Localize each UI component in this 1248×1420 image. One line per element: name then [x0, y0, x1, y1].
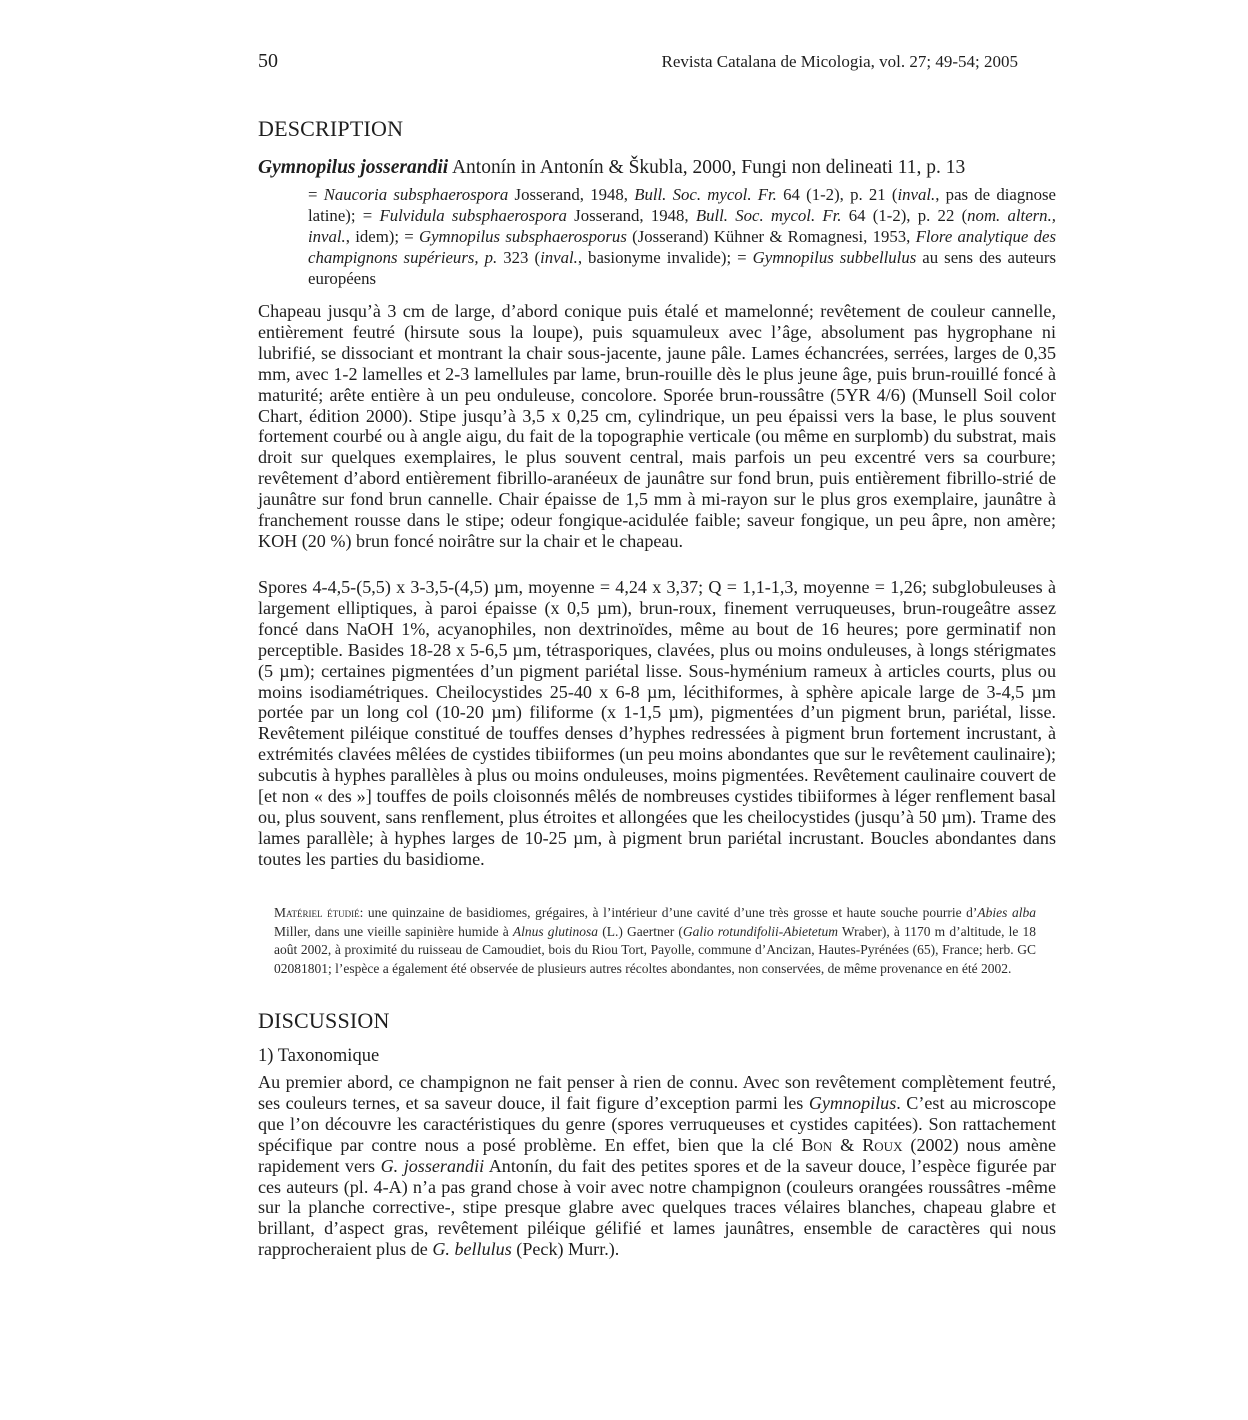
synonym-text: =	[308, 185, 324, 204]
synonym-text: 64 (1-2), p. 21 (	[776, 185, 898, 204]
taxon-name: Gymnopilus josserandii	[258, 157, 449, 178]
taxon-heading	[258, 156, 1056, 180]
genus-name: Gymnopilus	[808, 1092, 897, 1113]
material-species: Abies alba	[977, 905, 1036, 920]
synonym-text: Josserand, 1948,	[566, 206, 696, 225]
synonym-status: nom. altern., inval.	[308, 206, 1056, 246]
running-head: Revista Catalana de Micologia, vol. 27; 49-54; 2005	[661, 52, 1018, 71]
discussion-text: . C’est au microscope que l’on découvre les caractéristiques du genre (spores verruqueuses et cystides capitées). Son rattachement spécifique par contre nous a posé problème. En effet, bien que la clé	[258, 1092, 1056, 1155]
material-text: Miller, dans une vieille sapinière humide à	[274, 923, 513, 939]
page-header	[258, 50, 1018, 78]
synonym-text: (Josserand) Kühner & Romagnesi, 1953,	[626, 227, 916, 246]
discussion-text: Au premier abord, ce champignon ne fait penser à rien de connu. Avec son revêtement complètement feutré, ses couleurs ternes, et sa saveur douce, il fait figure d’exception parmi les	[258, 1072, 1056, 1113]
synonym-text: , pas de diagnose latine); =	[308, 185, 1056, 225]
material-association: Galio rotundifolii-Abietetum	[682, 923, 838, 939]
discussion-text: &	[832, 1134, 863, 1155]
page-number: 50	[258, 50, 278, 72]
description-paragraph-macro: Chapeau jusqu’à 3 cm de large, d’abord conique puis étalé et mamelonné; revêtement de couleur cannelle, entièrement feutré (hirsute sous la loupe), puis squamuleux avec l’âge, absolument pas hygrophane ni lubrifié, se dissociant et montrant la chair sous-jacente, jaune pâle. Lames échancrées, serrées, larges de 0,35 mm, avec 1-2 lamelles et 2-3 lamellules par lame, brun-rouille dès le plus jeune âge, puis brun-rouillé foncé à maturité; arête entière à un peu onduleuse, concolore. Sporée brun-roussâtre (5YR 4/6) (Munsell Soil color Chart, édition 2000). Stipe jusqu’à 3,5 x 0,25 cm, cylindrique, un peu épaissi vers la base, le plus souvent fortement courbé ou à angle aigu, du fait de la topographie verticale (ou même en surplomb) du substrat, mais droit sur quelques exemplaires, le plus souvent central, mais parfois un peu excentré vers sa courbure; revêtement d’abord entièrement fibrillo-aranéeux de jaunâtre sur fond brun, puis entièrement fibrillo-strié de jaunâtre sur fond brun cannelle. Chair épaisse de 1,5 mm à mi-rayon sur le plus gros exemplaire, jaunâtre à franchement rousse dans le stipe; odeur fongique-acidulée faible; saveur fongique, un peu âpre, non amère; KOH (20 %) brun foncé noirâtre sur la chair et le chapeau.	[258, 301, 1056, 551]
discussion-paragraph	[258, 1072, 1056, 1260]
synonym-name: Gymnopilus subbellulus	[752, 248, 917, 267]
species-name: G. josserandii	[380, 1155, 485, 1176]
synonym-text: au sens des auteurs européens	[308, 248, 1056, 288]
synonym-text: , basionyme invalide); =	[577, 248, 753, 267]
synonymy	[308, 184, 1056, 289]
synonym-name: Gymnopilus subsphaerosporus	[418, 227, 627, 246]
discussion-heading: DISCUSSION	[258, 1008, 390, 1033]
synonym-journal: Bull. Soc. mycol. Fr.	[695, 206, 842, 225]
description-paragraph-micro: Spores 4-4,5-(5,5) x 3-3,5-(4,5) µm, moyenne = 4,24 x 3,37; Q = 1,1-1,3, moyenne = 1,26; subglobuleuses à largement elliptiques, à paroi épaisse (x 0,5 µm), brun-roux, finement verruqueuses, brun-rougeâtre assez foncé dans NaOH 1%, acyanophiles, non dextrinoïdes, même au bout de 16 heures; pore germinatif non perceptible. Basides 18-28 x 5-6,5 µm, tétrasporiques, clavées, plus ou moins onduleuses, à longs stérigmates (5 µm); certaines pigmentées d’un pigment pariétal lisse. Sous-hyménium rameux à articles courts, plus ou moins isodiamétriques. Cheilocystides 25-40 x 6-8 µm, lécithiformes, à sphère apicale large de 3-4,5 µm portée par un long col (10-20 µm) filiforme (x 1-1,5 µm), pigmentées d’un pigment brun, pariétal, lisse. Revêtement piléique constitué de touffes denses d’hyphes redressées à pigment brun fortement incrustant, à extrémités clavées mêlées de cystides tibiiformes (un peu moins abondantes que sur le revêtement caulinaire); subcutis à hyphes parallèles à plus ou moins onduleuses, moins pigmentées. Revêtement caulinaire couvert de [et non « des »] touffes de poils cloisonnés mêlés de nombreuses cystides tibiiformes à léger renflement basal ou, plus souvent, sans renflement, plus étroites et allongées que les cheilocystides (jusqu’à 50 µm). Trame des lames parallèle; à hyphes larges de 10-25 µm, à pigment brun pariétal incrustant. Boucles abondantes dans toutes les parties du basidiome.	[258, 577, 1056, 869]
synonym-book: Flore analytique des champignons supérieurs, p.	[308, 227, 1056, 267]
material-species: Alnus glutinosa	[512, 923, 599, 939]
material-text: : une quinzaine de basidiomes, grégaires, à l’intérieur d’une cavité d’une très grosse et haute souche pourrie d’	[359, 905, 978, 920]
taxon-authority: Antonín in Antonín & Škubla, 2000, Fungi non delineati 11, p. 13	[448, 157, 966, 178]
synonym-name: Fulvidula subsphaerospora	[379, 206, 567, 225]
discussion-text: Antonín, du fait des petites spores et de la saveur douce, l’espèce figurée par ces auteurs (pl. 4-A) n’a pas grand chose à voir avec notre champignon (couleurs orangées roussâtres -même sur la planche corrective-, stipe presque glabre avec quelques traces vélaires blanches, chapeau glabre et brillant, d’aspect gras, revêtement piléique gélifié et lames jaunâtres, ensemble de caractères qui nous rapprocheraient plus de	[258, 1155, 1057, 1260]
synonym-text: Josserand, 1948,	[508, 185, 635, 204]
material-examined	[274, 904, 1036, 978]
description-heading: DESCRIPTION	[258, 116, 404, 141]
synonym-text: 64 (1-2), p. 22 (	[841, 206, 968, 225]
discussion-text: (Peck) Murr.).	[511, 1239, 620, 1260]
subsection-heading: 1) Taxonomique	[258, 1046, 380, 1066]
synonym-text: , idem); =	[345, 227, 419, 246]
author-name: Roux	[862, 1134, 903, 1155]
synonym-status: inval.	[897, 185, 936, 204]
synonym-text: 323 (	[497, 248, 541, 267]
material-label: Matériel étudié	[274, 905, 360, 920]
material-text: (L.) Gaertner (	[598, 923, 683, 939]
discussion-text: (2002) nous amène rapidement vers	[258, 1134, 1056, 1176]
synonym-status: inval.	[540, 248, 578, 267]
author-name: Bon	[801, 1134, 833, 1155]
synonym-journal: Bull. Soc. mycol. Fr.	[634, 185, 777, 204]
species-name: G. bellulus	[432, 1239, 512, 1260]
material-text: Wraber), à 1170 m d’altitude, le 18 août 2002, à proximité du ruisseau de Camoudiet, bois du Riou Tort, Payolle, commune d’Ancizan, Hautes-Pyrénées (65), France; herb. GC 02081801; l’espèce a également été observée de plusieurs autres récoltes abondantes, non conservées, de même provenance en été 2002.	[274, 923, 1036, 976]
synonym-name: Naucoria subsphaerospora	[323, 185, 509, 204]
